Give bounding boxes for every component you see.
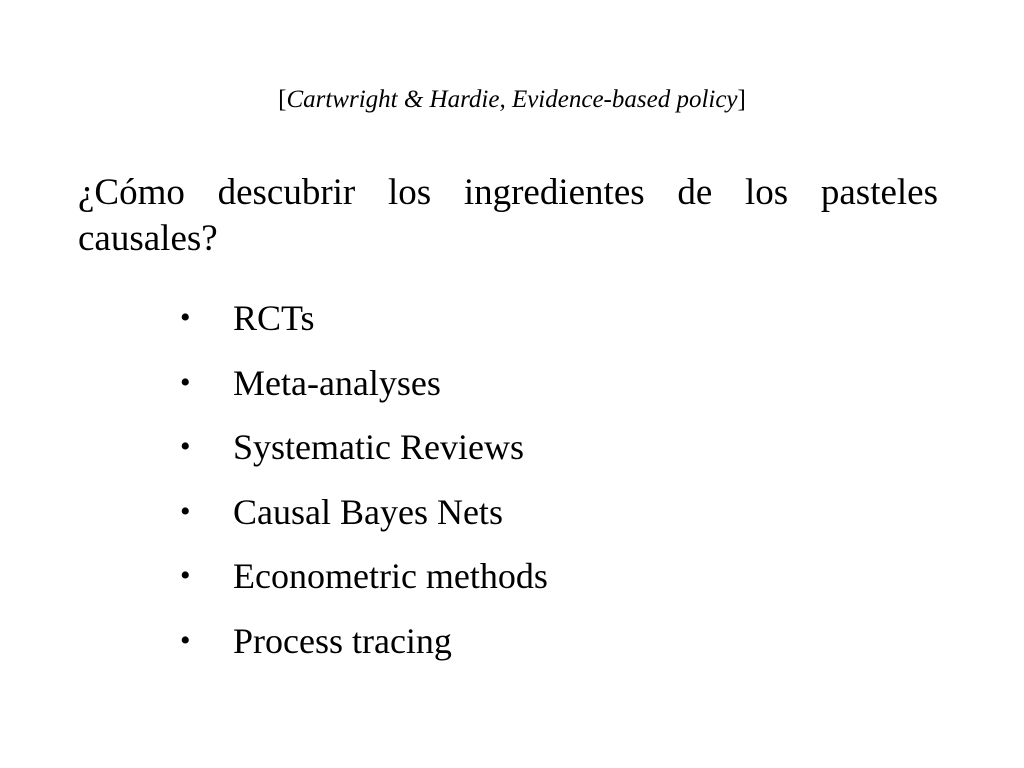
bullet-text: Econometric methods [233, 556, 548, 597]
list-item [180, 415, 548, 480]
citation-close-bracket: ] [737, 86, 746, 113]
bullet-text: Causal Bayes Nets [233, 491, 503, 532]
bullet-icon: • [180, 559, 191, 593]
bullet-icon: • [180, 494, 191, 528]
list-item [180, 351, 548, 416]
bullet-text: Systematic Reviews [233, 427, 524, 468]
question-heading: ¿Cómo descubrir los ingredientes de los pasteles causales? [78, 172, 938, 259]
bullet-icon: • [180, 301, 191, 335]
list-item [180, 480, 548, 545]
citation-text: Cartwright & Hardie, Evidence-based policy [286, 86, 738, 113]
bullet-icon: • [180, 430, 191, 464]
bullet-text: Meta-analyses [233, 362, 441, 403]
bullet-text: RCTs [233, 298, 315, 339]
list-item [180, 609, 548, 674]
bullet-icon: • [180, 365, 191, 399]
citation [0, 84, 1024, 116]
citation-open-bracket: [ [278, 86, 287, 113]
list-item [180, 286, 548, 351]
bullet-text: Process tracing [233, 620, 452, 661]
bullet-icon: • [180, 623, 191, 657]
bullet-list [180, 286, 548, 673]
list-item [180, 544, 548, 609]
